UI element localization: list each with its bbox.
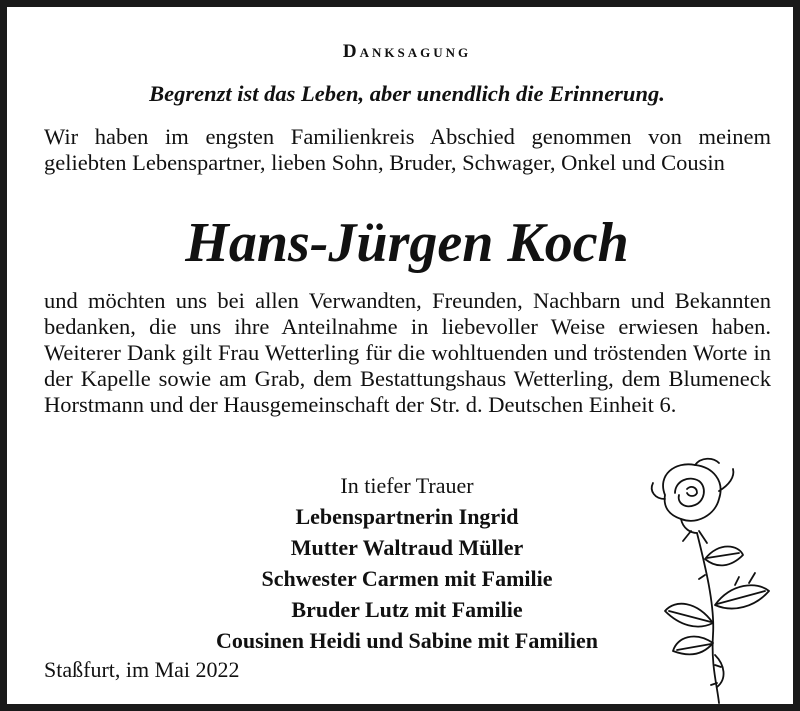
mourner-name: Cousinen Heidi und Sabine mit Familien: [215, 628, 599, 653]
intro-paragraph: Wir haben im engsten Familienkreis Abschied genommen von meinem geliebten Lebenspartner, lieben Sohn, Bruder, Schwager, Onkel und Cousin: [44, 124, 771, 175]
mourners-block: [177, 470, 637, 656]
notice-heading: Danksagung: [342, 41, 472, 62]
mourner-name: Schwester Carmen mit Familie: [261, 566, 553, 591]
notice-motto: Begrenzt ist das Leben, aber unendlich die Erinnerung.: [149, 81, 665, 106]
thanks-paragraph: und möchten uns bei allen Verwandten, Freunden, Nachbarn und Bekannten bedanken, die uns ihre Anteilnahme in liebevoller Weise erwiesen haben. Weiterer Dank gilt Frau Wetterling für die wohltuenden und tröstenden Worte in der Kapelle sowie am Grab, dem Bestattungshaus Wetterling, dem Blumeneck Horstmann und der Hausgemeinschaft der Str. d. Deutschen Einheit 6.: [44, 288, 771, 417]
rose-illustration: [635, 455, 785, 705]
mourners-intro: In tiefer Trauer: [340, 473, 474, 498]
deceased-name: Hans-Jürgen Koch: [185, 212, 629, 274]
place-date: Staßfurt, im Mai 2022: [44, 657, 240, 682]
mourner-name: Bruder Lutz mit Familie: [291, 597, 523, 622]
mourner-name: Mutter Waltraud Müller: [290, 535, 524, 560]
mourner-name: Lebenspartnerin Ingrid: [295, 504, 519, 529]
